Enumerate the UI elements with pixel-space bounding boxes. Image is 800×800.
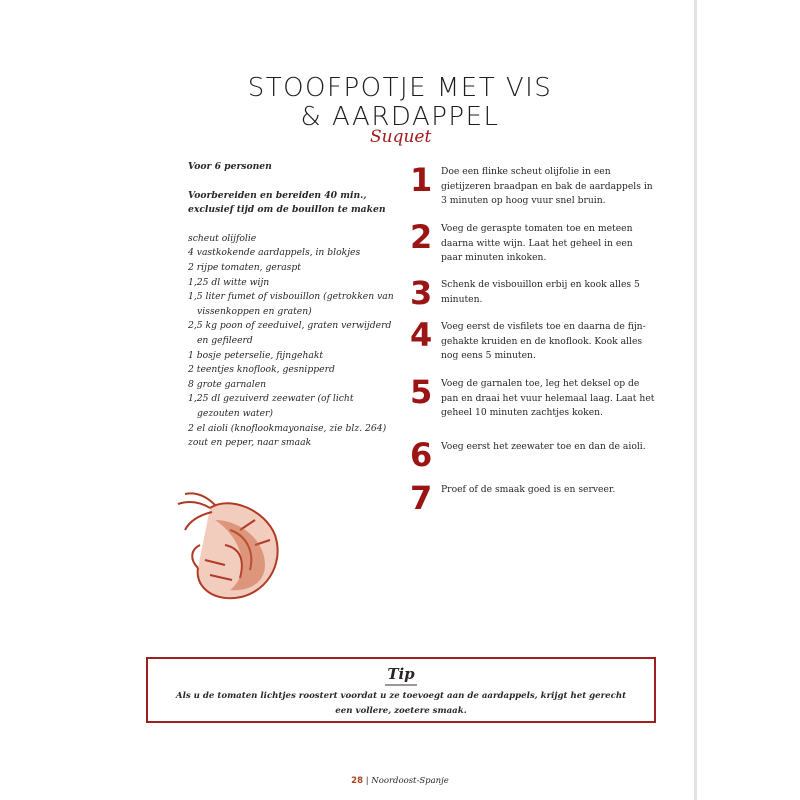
step-number: 5 <box>410 373 433 411</box>
ingredient-item: scheut olijfolie <box>188 232 257 244</box>
page-edge <box>694 0 697 800</box>
ingredient-item: 4 vastkokende aardappels, in blokjes <box>188 247 361 259</box>
ingredient-item: 1 bosje peterselie, fijngehakt <box>188 349 324 361</box>
tip-box <box>146 657 656 723</box>
ingredient-item: 2 teentjes knoflook, gesnipperd <box>188 364 335 376</box>
ingredient-item: 2 el aioli (knoflookmayonaise, zie blz. 264) <box>188 422 387 434</box>
section-name: Noordoost-Spanje <box>371 776 449 786</box>
title-line-2: & AARDAPPEL <box>300 102 500 132</box>
step-text: Voeg eerst de visfilets toe en daarna de fijn-gehakte kruiden en de knoflook. Kook alles nog eens 5 minuten. <box>441 321 646 362</box>
step-text: Voeg de garnalen toe, leg het deksel op de pan en draai het vuur helemaal laag. Laat het geheel 10 minuten zachtjes koken. <box>441 378 655 419</box>
page-number: 28 <box>351 776 363 786</box>
servings: Voor 6 personen <box>188 161 272 172</box>
page-footer <box>0 776 800 786</box>
ingredient-item: 2,5 kg poon of zeeduivel, graten verwijderd en gefileerd <box>188 320 392 346</box>
ingredient-list <box>188 232 398 451</box>
step-number: 2 <box>410 218 433 256</box>
ingredient-item: zout en peper, naar smaak <box>188 437 312 449</box>
step-number: 7 <box>410 479 433 517</box>
step-text: Voeg de geraspte tomaten toe en meteen daarna witte wijn. Laat het geheel in een paar minuten inkoken. <box>441 223 633 264</box>
ingredient-item: 2 rijpe tomaten, geraspt <box>188 261 301 273</box>
ingredients-column <box>188 160 398 451</box>
step-number: 4 <box>410 316 433 354</box>
recipe-title <box>200 74 600 132</box>
recipe-subtitle: Suquet <box>370 127 432 147</box>
ingredient-item: 1,25 dl witte wijn <box>188 276 270 288</box>
step-text: Proef of de smaak goed is en serveer. <box>441 484 616 495</box>
prep-time: Voorbereiden en bereiden 40 min., exclusief tijd om de bouillon te maken <box>188 189 386 216</box>
step-number: 6 <box>410 436 433 474</box>
tip-text: Als u de tomaten lichtjes roostert voordat u ze toevoegt aan de aardappels, krijgt het gerecht een vollere, zoetere smaak. <box>175 691 627 716</box>
tip-heading: Tip <box>385 665 416 686</box>
ingredient-item: 1,5 liter fumet of visbouillon (getrokken van vissenkoppen en graten) <box>188 291 394 317</box>
ingredient-item: 8 grote garnalen <box>188 378 267 390</box>
step-text: Schenk de visbouillon erbij en kook alles 5 minuten. <box>441 279 640 305</box>
step-number: 3 <box>410 274 433 312</box>
step-text: Voeg eerst het zeewater toe en dan de aioli. <box>441 441 646 452</box>
shrimp-illustration <box>170 490 300 605</box>
footer-separator: | <box>365 776 369 786</box>
ingredient-item: 1,25 dl gezuiverd zeewater (of licht gezouten water) <box>188 393 354 419</box>
step-number: 1 <box>410 161 433 199</box>
step-text: Doe een flinke scheut olijfolie in een gietijzeren braadpan en bak de aardappels in 3 minuten op hoog vuur snel bruin. <box>441 166 653 207</box>
title-line-1: STOOFPOTJE MET VIS <box>247 73 553 103</box>
